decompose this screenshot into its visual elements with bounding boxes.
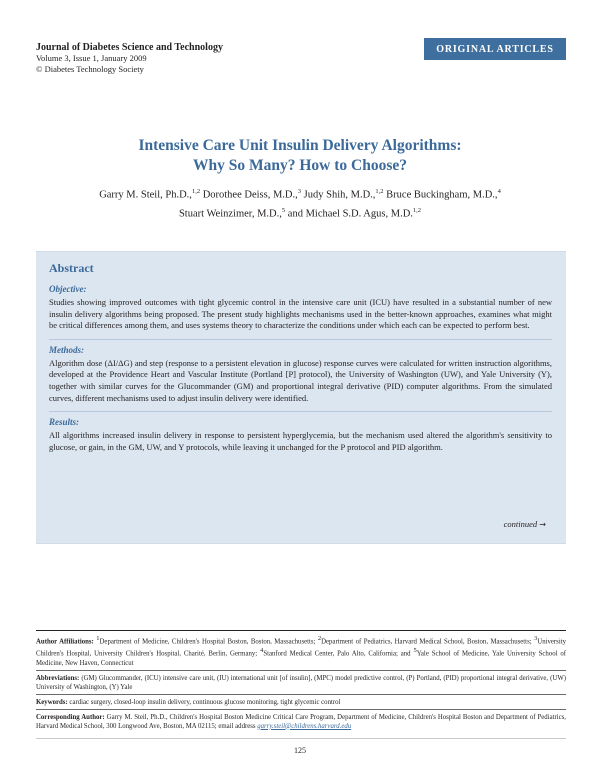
keywords-text: cardiac surgery, closed-loop insulin delivery, continuous glucose monitoring, tight glycemic control: [69, 698, 341, 706]
corresponding-label: Corresponding Author:: [36, 713, 105, 721]
author-name: Stuart Weinzimer, M.D.,: [178, 208, 282, 219]
author-affiliations: Author Affiliations: $^1$Department of Medicine, Children's Hospital Boston, Boston, Massachusetts; $^2$Department of Pediatrics, Harvard Medical School, Boston, Massachusetts; $^3$University Children's Hospital, University Children's Hospital, Charité, Berlin, Germany; $^4$Stanford Medical Center, Palo Alto, California; and $^5$Yale School of Medicine, Yale University School of Medicine, New Haven, Connecticut: [36, 630, 566, 670]
objective-heading: Objective:: [49, 284, 87, 294]
affiliation-2: Department of Pediatrics, Harvard Medical School, Boston, Massachusetts;: [321, 638, 532, 646]
journal-volume: Volume 3, Issue 1, January 2009: [36, 53, 147, 63]
journal-copyright: © Diabetes Technology Society: [36, 64, 144, 74]
results-heading: Results:: [49, 417, 80, 428]
article-title: [0, 136, 600, 176]
corresponding-text: Garry M. Steil, Ph.D., Children's Hospital Boston Medicine Critical Care Program, Department of Medicine, Children's Hospital Boston and Department of Pediatrics, Harvard Medical School, 300 Longwood Ave, Boston, MA 02115; email address: [36, 713, 567, 730]
abbreviations-label: Abbreviations:: [36, 674, 80, 682]
abstract-box: [36, 251, 566, 544]
article-type-badge: ORIGINAL ARTICLES: [424, 38, 566, 60]
footnotes: [36, 630, 566, 733]
section-divider: [49, 411, 552, 412]
abstract-heading: Abstract: [49, 261, 94, 275]
affiliation-1: Department of Medicine, Children's Hospital Boston, Boston, Massachusetts;: [99, 638, 316, 646]
keywords-label: Keywords:: [36, 698, 68, 706]
continued-label: continued: [503, 519, 538, 529]
methods-text: Algorithm dose (ΔI/ΔG) and step (response to a persistent elevation in glucose) response curves were calculated for written instruction algorithms, developed at the Providence Heart and Vascular Institute (Portland [P] protocol), the University of Washington (UW), and Yale University (Y), together with similar curves for the Glucommander (GM) and proportional integral derivative (PID) computer algorithms. From the simulated curves, different mechanisms used to adjust insulin delivery were identified.: [49, 357, 552, 403]
page-divider: [36, 738, 566, 739]
author-name: Dorothee Deiss, M.D.,: [202, 189, 298, 201]
article-title-line2: Why So Many? How to Choose?: [192, 157, 407, 174]
article-title-line1: Intensive Care Unit Insulin Delivery Algorithms:: [138, 137, 462, 154]
journal-name: Journal of Diabetes Science and Technology: [36, 42, 223, 53]
methods-heading: Methods:: [49, 344, 85, 355]
results-text: All algorithms increased insulin delivery in response to persistent hyperglycemia, but the mechanism used altered the algorithm's sensitivity to glucose, or gain, in the GM, UW, and Y protocols, while leaving it unchanged for the P protocol and PID algorithm.: [49, 430, 552, 452]
affiliations-label: Author Affiliations:: [36, 638, 94, 646]
author-name: Judy Shih, M.D.,: [303, 189, 376, 201]
author-name: and Michael S.D. Agus, M.D.: [287, 208, 413, 219]
author-name: Bruce Buckingham, M.D.,: [386, 189, 498, 201]
author-affiliation: 1,2: [412, 206, 422, 214]
continued-link[interactable]: [504, 519, 546, 529]
journal-header: [36, 42, 223, 75]
section-divider: [49, 339, 552, 340]
page-number: 125: [294, 746, 306, 755]
objective-text: Studies showing improved outcomes with tight glycemic control in the intensive care unit (ICU) have resulted in a substantial number of new insulin delivery algorithms being proposed. The present study highlights mechanisms used in the better-known approaches, examines what might be critical differences among them, and uses systems theory to characterize the conditions under which each can be expected to perform best.: [49, 297, 552, 331]
abbreviations-text: (GM) Glucommander, (ICU) intensive care unit, (IU) international unit [of insulin], (MPC) model predictive control, (P) Portland, (PID) proportional integral derivative, (UW) University of Washington, (Y) Yale: [36, 674, 566, 691]
author-affiliation: 4: [497, 188, 501, 195]
email-link[interactable]: garry.steil@childrens.harvard.edu: [257, 722, 352, 730]
arrow-right-icon: →: [539, 520, 546, 529]
author-list: [50, 184, 550, 221]
author-affiliation: 1,2: [191, 188, 201, 195]
author-affiliation: 1,2: [375, 188, 384, 195]
author-affiliation: 5: [281, 206, 286, 214]
affiliation-5: Yale School of Medicine, Yale University School of Medicine, New Haven, Connecticut: [36, 650, 567, 667]
abbreviations: [36, 670, 566, 694]
author-affiliation: 3: [297, 188, 302, 195]
affiliation-4: Stanford Medical Center, Palo Alto, California; and: [263, 650, 411, 658]
author-name: Garry M. Steil, Ph.D.,: [99, 189, 192, 201]
keywords: [36, 694, 566, 709]
affiliation-3: University Children's Hospital, University Children's Hospital, Charité, Berlin, Germany;: [36, 638, 566, 658]
corresponding-author: [36, 709, 566, 733]
